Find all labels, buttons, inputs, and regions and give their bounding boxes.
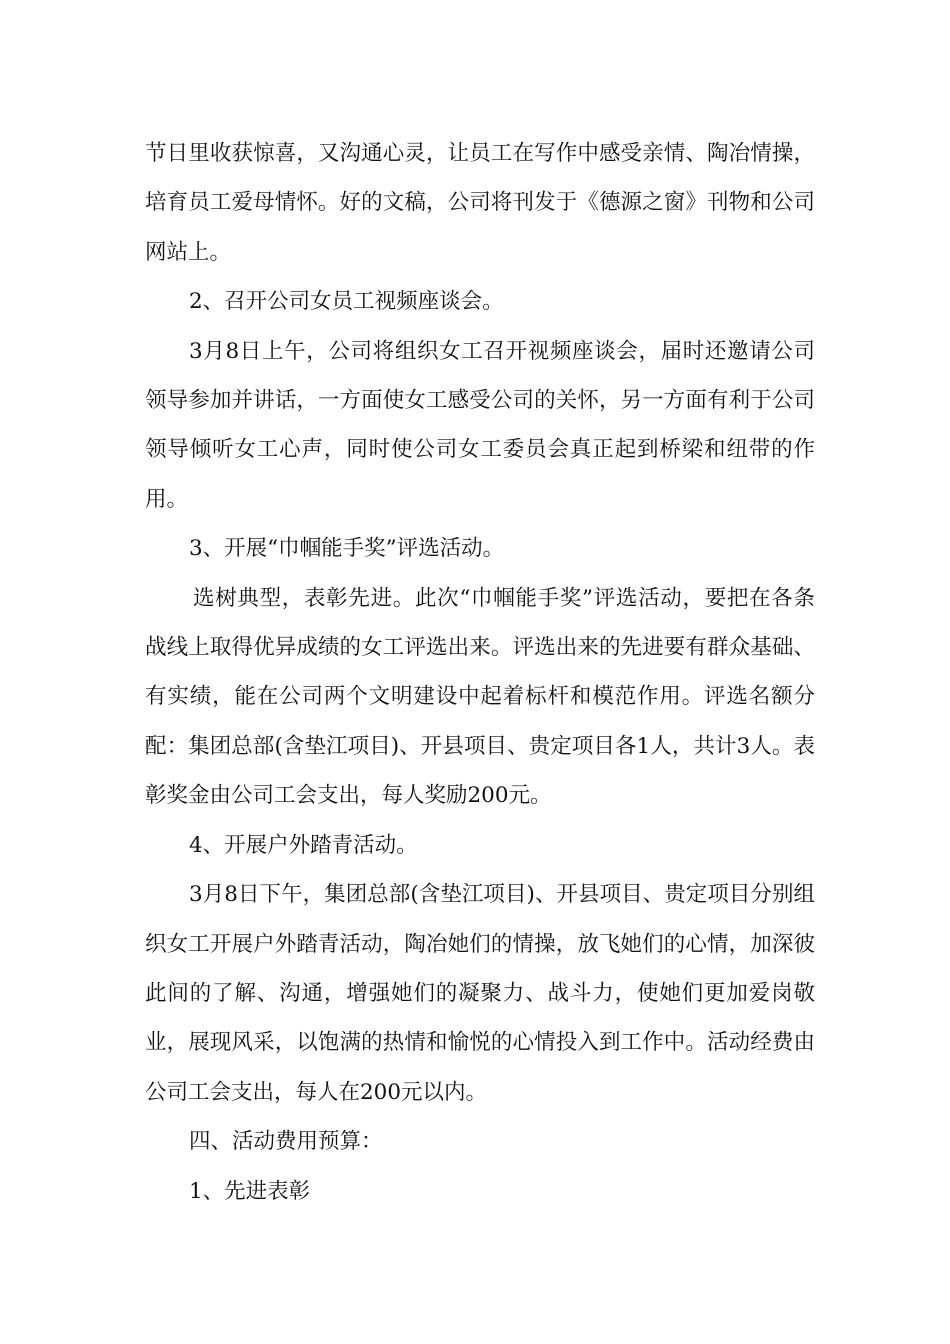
item-heading-awards: 1、先进表彰 (189, 1178, 311, 1204)
item-heading-3: 3、开展“巾帼能手奖”评选活动。 (189, 536, 505, 562)
item-heading-2: 2、召开公司女员工视频座谈会。 (189, 289, 504, 315)
paragraph-award-selection: 选树典型，表彰先进。此次“巾帼能手奖”评选活动，要把在各条战线上取得优异成绩的女工评选出来。评选出来的先进要有群众基础、有实绩，能在公司两个文明建设中起着标杆和模范作用。评选名额分配：集团总部(含垫江项目)、开县项目、贵定项目各1人，共计3人。表彰奖金由公司工会支出，每人奖励200元。 (145, 585, 815, 809)
paragraph-continuation: 节日里收获惊喜，又沟通心灵，让员工在写作中感受亲情、陶冶情操，培育员工爱母情怀。好的文稿，公司将刊发于《德源之窗》刊物和公司网站上。 (145, 141, 815, 265)
document-body (145, 129, 815, 1216)
paragraph-video-meeting: 3月8日上午，公司将组织女工召开视频座谈会，届时还邀请公司领导参加并讲话，一方面使女工感受公司的关怀，另一方面有利于公司领导倾听女工心声，同时使公司女工委员会真正起到桥梁和纽带的作用。 (145, 338, 815, 512)
paragraph-outing: 3月8日下午，集团总部(含垫江项目)、开县项目、贵定项目分别组织女工开展户外踏青活动，陶冶她们的情操，放飞她们的心情，加深彼此间的了解、沟通，增强她们的凝聚力、战斗力，使她们更加爱岗敬业，展现风采，以饱满的热情和愉悦的心情投入到工作中。活动经费由公司工会支出，每人在200元以内。 (145, 882, 815, 1105)
item-heading-4: 4、开展户外踏青活动。 (189, 832, 418, 858)
section-heading-budget: 四、活动费用预算： (189, 1129, 383, 1155)
